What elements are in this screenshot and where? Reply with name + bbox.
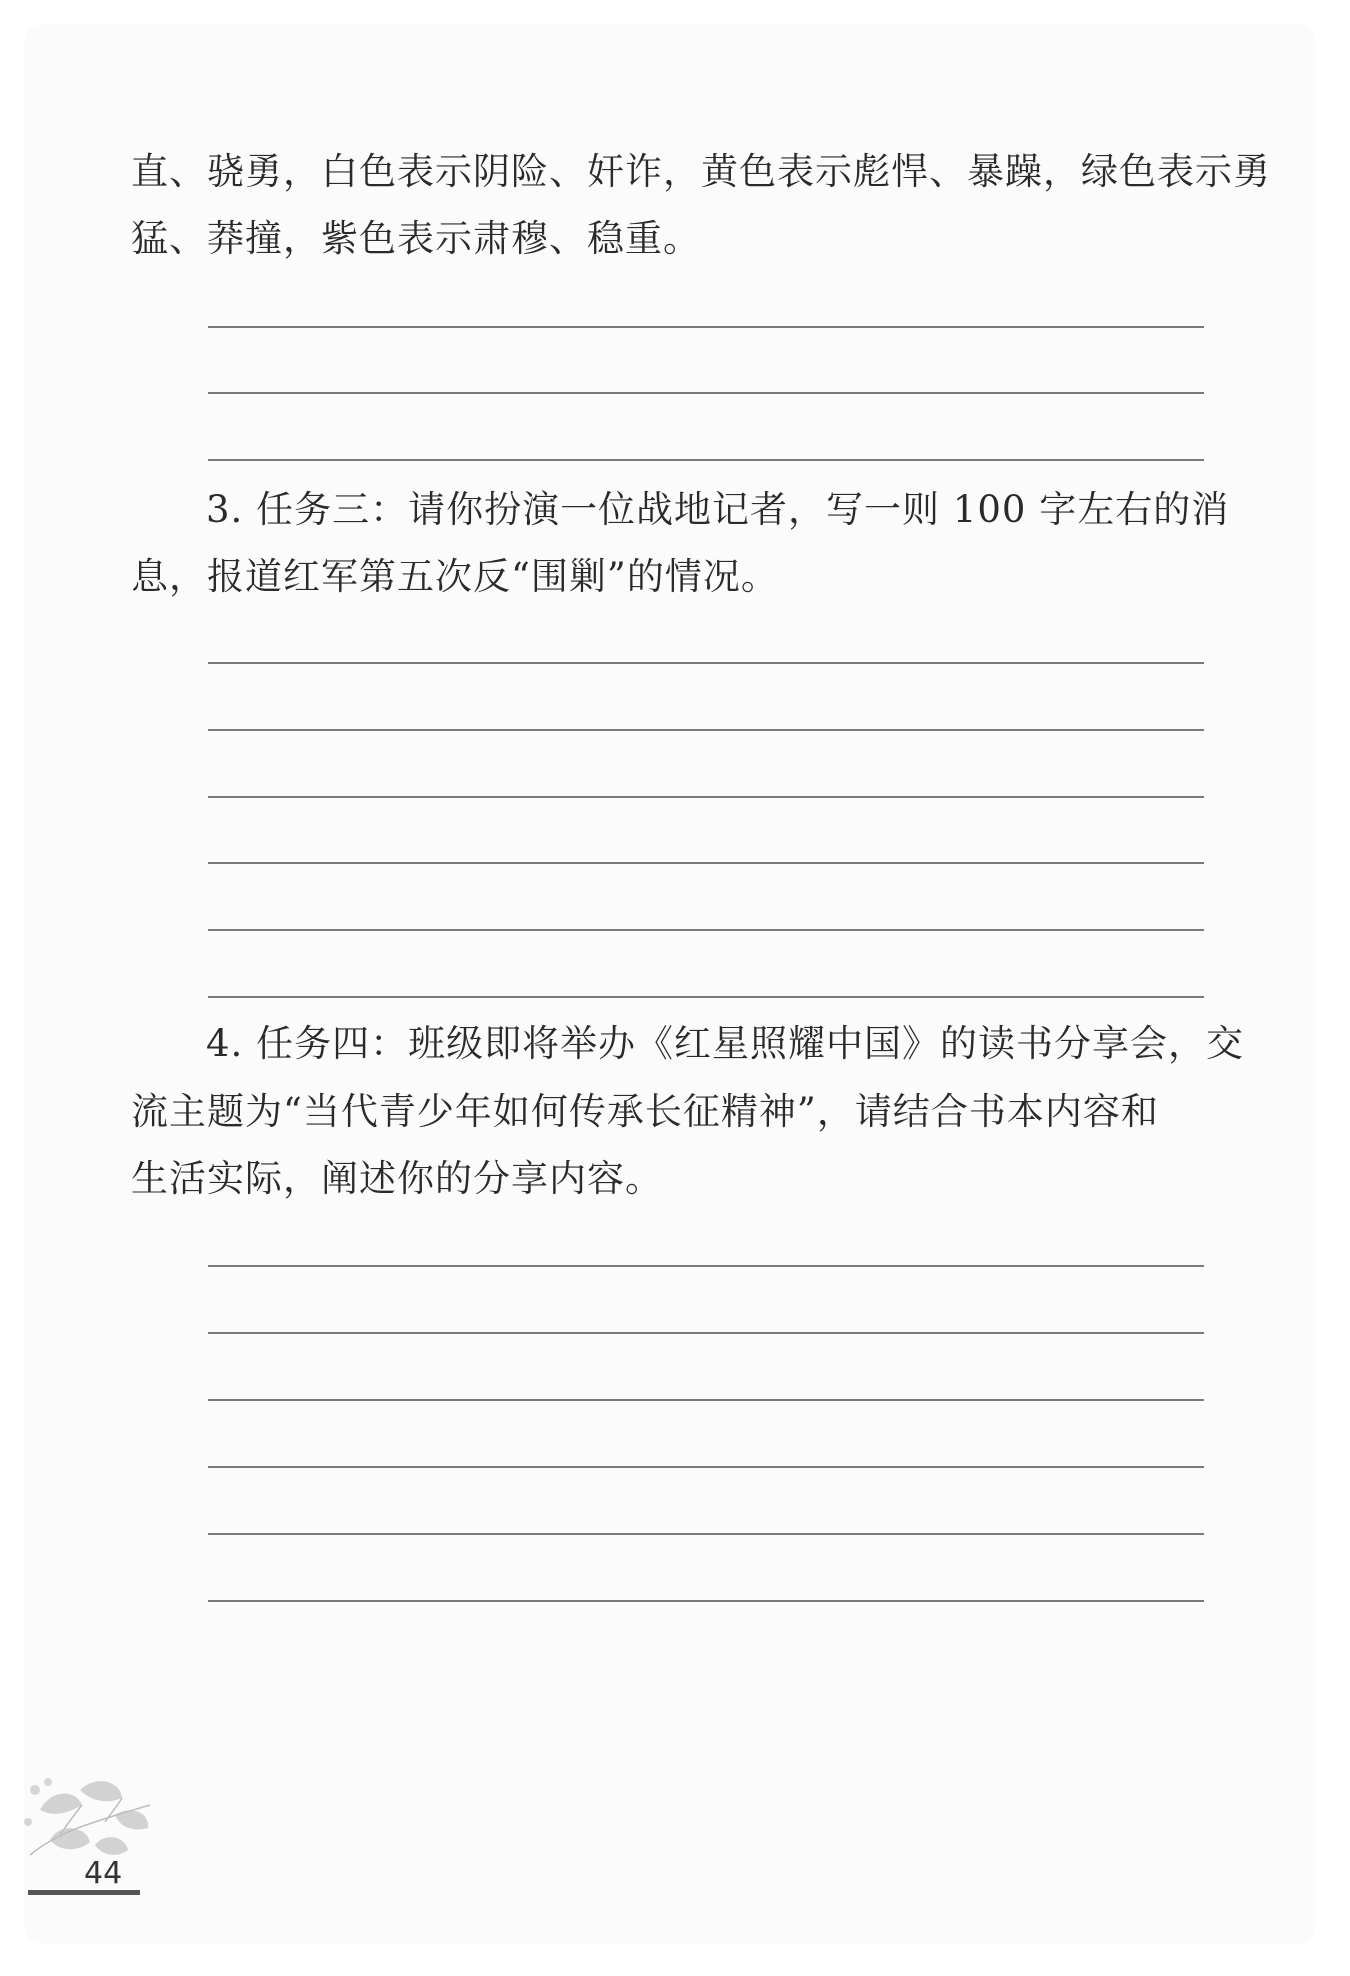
page-number: 44 [84, 1856, 123, 1891]
task4-line-3: 生活实际，阐述你的分享内容。 [131, 1157, 663, 1200]
answer-line[interactable] [208, 996, 1204, 998]
answer-line[interactable] [208, 1265, 1204, 1267]
task4-line-2: 流主题为“当代青少年如何传承长征精神”，请结合书本内容和 [131, 1090, 1159, 1133]
task3-line-1: 3. 任务三：请你扮演一位战地记者，写一则 100 字左右的消 [206, 488, 1230, 531]
answer-line[interactable] [208, 1399, 1204, 1401]
answer-line[interactable] [208, 662, 1204, 664]
intro-line-2: 猛、莽撞，紫色表示肃穆、稳重。 [131, 217, 701, 260]
answer-line[interactable] [208, 1533, 1204, 1535]
intro-line-1: 直、骁勇，白色表示阴险、奸诈，黄色表示彪悍、暴躁，绿色表示勇 [131, 150, 1271, 193]
task4-line-1: 4. 任务四：班级即将举办《红星照耀中国》的读书分享会，交 [206, 1022, 1245, 1065]
answer-line[interactable] [208, 796, 1204, 798]
answer-line[interactable] [208, 1600, 1204, 1602]
answer-line[interactable] [208, 459, 1204, 461]
answer-line[interactable] [208, 326, 1204, 328]
answer-line[interactable] [208, 929, 1204, 931]
answer-line[interactable] [208, 729, 1204, 731]
task3-line-2: 息，报道红军第五次反“围剿”的情况。 [131, 555, 779, 598]
answer-line[interactable] [208, 392, 1204, 394]
answer-line[interactable] [208, 1466, 1204, 1468]
paper-sheet [24, 24, 1316, 1944]
answer-line[interactable] [208, 862, 1204, 864]
answer-line[interactable] [208, 1332, 1204, 1334]
